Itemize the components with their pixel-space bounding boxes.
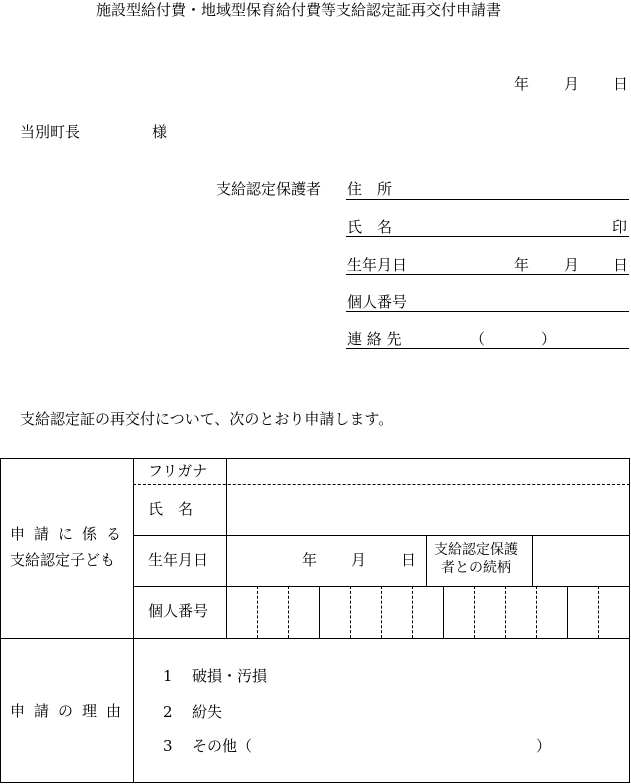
addressee-mayor: 当別町長	[20, 123, 81, 141]
reason-3-number: 3	[163, 737, 173, 755]
relation-input[interactable]	[533, 536, 629, 586]
applicant-birth-field[interactable]	[346, 274, 629, 275]
digit-divider	[505, 586, 506, 638]
relation-label-left	[426, 535, 427, 586]
page-title: 施設型給付費・地域型保育給付費等支給認定証再交付申請書	[96, 1, 502, 19]
date-day: 日	[613, 75, 629, 93]
child-section-bottom	[0, 638, 630, 639]
digit-divider	[536, 586, 537, 638]
child-birth-year: 年	[302, 551, 318, 569]
child-section-label-line1: 申請に係る	[10, 525, 131, 543]
digit-divider	[381, 586, 382, 638]
relation-label-line2: 者との続柄	[441, 560, 511, 576]
contact-paren-close: ）	[541, 330, 557, 348]
digit-divider	[288, 586, 289, 638]
reason-section-label: 申請の理由	[10, 702, 131, 720]
applicant-personal-number-field[interactable]	[346, 311, 629, 312]
applicant-birth-year: 年	[514, 256, 530, 274]
digit-divider	[598, 586, 599, 638]
intro-text: 支給認定証の再交付について、次のとおり申請します。	[20, 410, 394, 428]
applicant-name-field[interactable]	[346, 236, 629, 237]
applicant-birth-day: 日	[613, 256, 629, 274]
digit-divider	[474, 586, 475, 638]
child-birth-label: 生年月日	[148, 551, 209, 569]
digit-divider	[412, 586, 413, 638]
addressee-honorific: 様	[152, 123, 168, 141]
reason-1-text[interactable]: 破損・汚損	[192, 667, 268, 685]
child-birth-day: 日	[401, 551, 417, 569]
applicant-personal-number-label: 個人番号	[347, 293, 408, 311]
contact-paren-open: （	[470, 330, 486, 348]
applicant-address-field[interactable]	[346, 199, 629, 200]
label-column-divider	[133, 458, 134, 782]
applicant-birth-label: 生年月日	[347, 256, 408, 274]
applicant-birth-month: 月	[564, 256, 580, 274]
reason-2-text[interactable]: 紛失	[192, 703, 223, 721]
child-section-label-line2: 支給認定子ども	[10, 551, 116, 569]
reason-2-number: 2	[163, 703, 173, 721]
child-name-label: 氏 名	[148, 500, 194, 518]
digit-divider	[350, 586, 351, 638]
table-border-left	[0, 458, 1, 782]
digit-divider	[319, 586, 320, 638]
child-personal-number-label: 個人番号	[148, 602, 209, 620]
furigana-label: フリガナ	[148, 462, 208, 480]
table-border-right	[629, 458, 630, 782]
date-month: 月	[564, 75, 580, 93]
applicant-address-label: 住 所	[347, 180, 393, 198]
reason-1-number: 1	[163, 667, 173, 685]
furigana-input[interactable]	[227, 459, 629, 484]
child-birth-month: 月	[351, 551, 367, 569]
applicant-name-label: 氏 名	[347, 218, 393, 236]
digit-divider	[443, 586, 444, 638]
digit-divider	[567, 586, 568, 638]
date-year: 年	[514, 75, 530, 93]
table-border-bottom	[0, 782, 630, 783]
applicant-contact-label: 連 絡 先	[347, 330, 402, 348]
child-name-input[interactable]	[227, 485, 629, 535]
reason-other-close: ）	[536, 737, 552, 755]
applicant-contact-field[interactable]	[346, 348, 629, 349]
applicant-heading: 支給認定保護者	[216, 180, 322, 198]
digit-divider	[257, 586, 258, 638]
relation-label-line1: 支給認定保護	[434, 542, 518, 558]
seal-mark: 印	[612, 218, 628, 236]
reason-3-text[interactable]: その他（	[192, 737, 253, 755]
